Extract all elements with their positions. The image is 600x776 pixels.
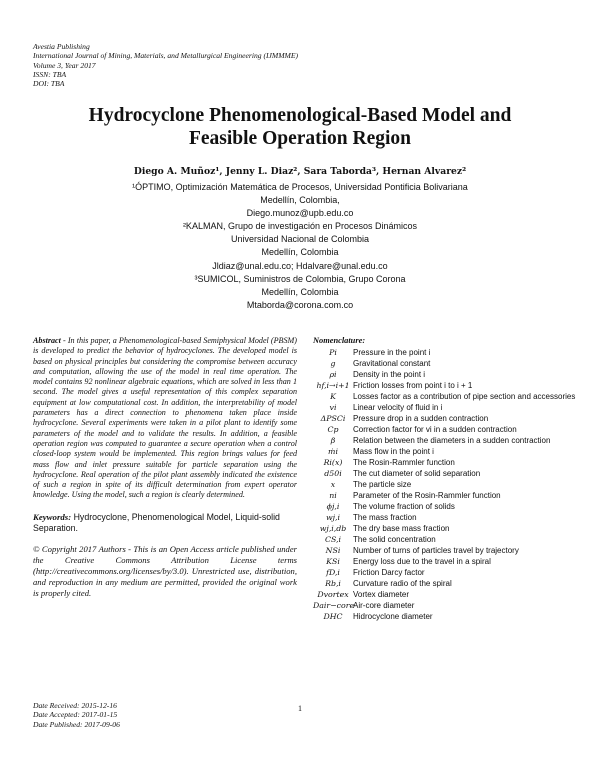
nomenclature-row	[313, 557, 583, 567]
nomenclature-description: Number of turns of particles travel by trajectory	[353, 545, 519, 555]
keywords-text: Hydrocyclone, Phenomenological Model, Liquid-solid Separation.	[33, 511, 280, 533]
nomenclature-row	[313, 348, 583, 358]
nomenclature-description: Relation between the diameters in a sudden contraction	[353, 435, 551, 445]
nomenclature-title: Nomenclature:	[313, 336, 366, 345]
abstract	[33, 336, 297, 501]
nomenclature-symbol: fD,i	[326, 567, 340, 577]
paper-title	[20, 104, 580, 150]
nomenclature-description: The volume fraction of solids	[353, 501, 455, 511]
nomenclature-row	[313, 436, 583, 446]
title-line-1: Hydrocyclone Phenomenological-Based Model and	[88, 105, 512, 126]
nomenclature-symbol: x	[330, 479, 336, 489]
affiliation-line: ¹ÓPTIMO, Optimización Matemática de Procesos, Universidad Pontificia Bolivariana	[132, 182, 468, 192]
nomenclature-symbol: Dair−core	[313, 600, 355, 610]
nomenclature-symbol: DHC	[323, 611, 343, 621]
nomenclature-symbol: d50i	[324, 468, 342, 478]
affiliation-line: Medellín, Colombia	[261, 286, 339, 297]
keywords	[33, 512, 297, 534]
journal-name: International Journal of Mining, Materials, and Metallurgical Engineering (IJMMME)	[33, 51, 299, 61]
affiliation-line: Universidad Nacional de Colombia	[230, 234, 370, 245]
nomenclature-symbol: KSi	[326, 556, 340, 566]
nomenclature-list	[313, 348, 583, 622]
nomenclature-symbol: Rb,i	[325, 578, 341, 588]
nomenclature-symbol: Pi	[329, 347, 337, 357]
nomenclature-description: The Rosin-Rammler function	[353, 457, 455, 467]
volume: Volume 3, Year 2017	[33, 60, 96, 70]
nomenclature-symbol: Cp	[327, 424, 339, 434]
nomenclature-description: The mass fraction	[353, 512, 417, 522]
nomenclature-description: Vortex diameter	[353, 589, 410, 599]
affiliation-line: Medellín, Colombia	[261, 247, 339, 258]
nomenclature-symbol: Ri(x)	[323, 457, 343, 467]
nomenclature-row	[313, 458, 583, 468]
nomenclature-symbol: ṁi	[328, 446, 338, 456]
nomenclature-description: The solid concentration	[353, 534, 436, 544]
nomenclature-row	[313, 425, 583, 435]
nomenclature-symbol: ρi	[329, 369, 337, 379]
nomenclature-row	[313, 381, 583, 391]
nomenclature-symbol: ΔPSCi	[320, 413, 346, 423]
nomenclature-row	[313, 535, 583, 545]
nomenclature-description: Density in the point i	[353, 369, 426, 379]
author-email[interactable]: Mtaborda@corona.com.co	[246, 299, 354, 310]
nomenclature-row	[313, 513, 583, 523]
abstract-label: Abstract	[33, 336, 61, 345]
nomenclature-symbol: ni	[329, 490, 337, 500]
author-email[interactable]: Jldiaz@unal.edu.co; Hdalvare@unal.edu.co	[212, 260, 388, 271]
nomenclature-symbol: ϕj,i	[326, 501, 340, 511]
nomenclature-row	[313, 447, 583, 457]
abstract-text: - In this paper, a Phenomenological-based Semiphysical Model (PBSM) is developed to predict the behavior of hydrocyclones. The developed model is based on physical principles but considering the compromise between accuracy and computation, allowing the use of the model in real time operation. The model contains 92 nonlinear algebraic equations, which are solved in less than 1 second. The model gives a useful representation of this complex separation equipment at low computational cost. In addition, the interpretability of model parameters has a direct connection to phenomena taken place inside hydrocyclone. Several experiments were taken in a pilot plant to identify some parameters of the model and to validate the results. In addition, a feasible operation region was computed to guarantee a secure operation when a control closed-loop system would be implemented. This region brings values for feed mass flow and inlet pressure suitable for particle separation using the hydrocyclone. Real operation of the pilot plant assembly indicated the existence of such a region in spite of its difficult determination from expert operator knowledge. Using the model, such a region is clearly determined.	[33, 336, 297, 500]
nomenclature-row	[313, 579, 583, 589]
nomenclature-symbol: CS,i	[324, 534, 341, 544]
affiliation-line: ³SUMICOL, Suministros de Colombia, Grupo Corona	[194, 273, 406, 284]
nomenclature-description: Correction factor for vi in a sudden contraction	[353, 424, 517, 434]
nomenclature-symbol: NSi	[325, 545, 341, 555]
nomenclature-row	[313, 601, 583, 611]
author-email[interactable]: Diego.munoz@upb.edu.co	[246, 208, 354, 219]
nomenclature-description: Parameter of the Rosin-Rammler function	[353, 490, 501, 500]
nomenclature-description: Losses factor as a contribution of pipe section and accessories	[353, 391, 576, 401]
nomenclature-description: Energy loss due to the travel in a spiral	[353, 556, 491, 566]
keywords-label: Keywords:	[33, 511, 72, 522]
date-received: Date Received: 2015-12-16	[33, 701, 117, 710]
nomenclature-row	[313, 392, 583, 402]
nomenclature-symbol: wj,i,db	[319, 523, 347, 533]
date-published: Date Published: 2017-09-06	[33, 719, 120, 729]
nomenclature-symbol: Dvortex	[317, 589, 349, 599]
nomenclature-row	[313, 502, 583, 512]
nomenclature-symbol: vi	[329, 402, 337, 412]
nomenclature-row	[313, 590, 583, 600]
nomenclature-row	[313, 491, 583, 501]
copyright-notice: © Copyright 2017 Authors - This is an Open Access article published under the Creative Commons Attribution License terms (http://creativecommons.org/licenses/by/3.0). Unrestricted use, distribution, and reproduction in any medium are permitted, provided the original work is properly cited.	[33, 543, 297, 598]
left-column	[33, 336, 297, 599]
nomenclature-description: The dry base mass fraction	[353, 523, 450, 533]
journal-header	[33, 42, 433, 88]
affiliation-line: Medellín, Colombia,	[260, 195, 340, 206]
nomenclature-row	[313, 414, 583, 424]
nomenclature-symbol: β	[330, 435, 336, 445]
doi: DOI: TBA	[33, 79, 65, 89]
nomenclature-description: Curvature radio of the spiral	[353, 578, 452, 588]
nomenclature-row	[313, 612, 583, 622]
nomenclature-symbol: K	[330, 391, 336, 401]
nomenclature-row	[313, 568, 583, 578]
nomenclature-symbol: wj,i	[325, 512, 341, 522]
nomenclature-description: Pressure in the point i	[353, 347, 431, 357]
page-number: 1	[298, 704, 302, 713]
nomenclature-row	[313, 546, 583, 556]
nomenclature-row	[313, 480, 583, 490]
nomenclature-symbol: g	[330, 358, 336, 368]
nomenclature-description: The particle size	[353, 479, 412, 489]
publisher: Avestia Publishing	[33, 42, 90, 51]
nomenclature-description: Mass flow in the point i	[353, 446, 434, 456]
nomenclature-column	[313, 336, 583, 623]
date-accepted: Date Accepted: 2017-01-15	[33, 710, 118, 720]
author-list: Diego A. Muñoz¹, Jenny L. Diaz², Sara Taborda³, Hernan Alvarez²	[133, 166, 467, 177]
nomenclature-description: Linear velocity of fluid in i	[353, 402, 443, 412]
date-footer	[33, 701, 293, 729]
nomenclature-description: Gravitational constant	[353, 358, 431, 368]
nomenclature-description: The cut diameter of solid separation	[353, 468, 481, 478]
nomenclature-row	[313, 469, 583, 479]
affiliation-line: ²KALMAN, Grupo de investigación en Procesos Dinámicos	[182, 221, 418, 232]
affiliations	[60, 181, 540, 312]
nomenclature-description: Friction losses from point i to i + 1	[353, 380, 473, 390]
nomenclature-description: Pressure drop in a sudden contraction	[353, 413, 489, 423]
nomenclature-row	[313, 524, 583, 534]
title-line-2: Feasible Operation Region	[188, 128, 412, 149]
nomenclature-row	[313, 403, 583, 413]
nomenclature-description: Air-core diameter	[353, 600, 415, 610]
issn: ISSN: TBA	[33, 69, 67, 79]
nomenclature-row	[313, 359, 583, 369]
nomenclature-row	[313, 370, 583, 380]
nomenclature-description: Friction Darcy factor	[353, 567, 425, 577]
nomenclature-description: Hidrocyclone diameter	[353, 611, 433, 621]
nomenclature-symbol: hf,i→i+1	[316, 380, 350, 390]
